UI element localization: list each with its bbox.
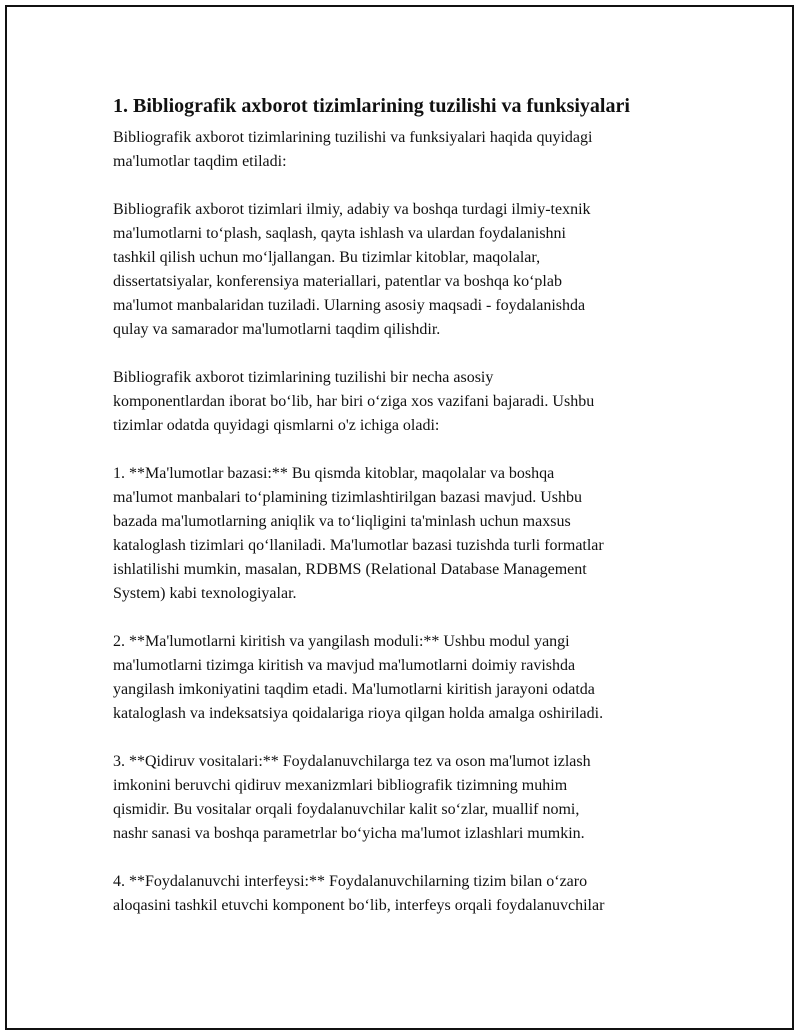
text-line: aloqasini tashkil etuvchi komponent bo‘lib, interfeys orqali foydalanuvchilar xyxy=(113,897,605,914)
paragraph-4 xyxy=(113,462,703,606)
text-line: imkonini beruvchi qidiruv mexanizmlari bibliografik tizimning muhim xyxy=(113,777,568,794)
text-line: dissertatsiyalar, konferensiya materiallari, patentlar va boshqa ko‘plab xyxy=(113,273,562,290)
document-title: 1. Bibliografik axborot tizimlarining tuzilishi va funksiyalari xyxy=(113,95,630,117)
text-line: System) kabi texnologiyalar. xyxy=(113,585,297,602)
text-line: ma'lumotlarni to‘plash, saqlash, qayta ishlash va ulardan foydalanishni xyxy=(113,225,566,242)
text-line: Bibliografik axborot tizimlari ilmiy, adabiy va boshqa turdagi ilmiy-texnik xyxy=(113,201,591,218)
text-line: nashr sanasi va boshqa parametrlar bo‘yicha ma'lumot izlashlari mumkin. xyxy=(113,825,585,842)
text-line: bazada ma'lumotlarning aniqlik va to‘liqligini ta'minlash uchun maxsus xyxy=(113,513,571,530)
text-line: Bibliografik axborot tizimlarining tuzilishi bir necha asosiy xyxy=(113,369,494,386)
paragraph-1 xyxy=(113,126,703,174)
text-line: tashkil qilish uchun mo‘ljallangan. Bu tizimlar kitoblar, maqolalar, xyxy=(113,249,541,266)
text-line: ma'lumot manbalaridan tuziladi. Ularning asosiy maqsadi - foydalanishda xyxy=(113,297,586,314)
text-line: ma'lumotlarni tizimga kiritish va mavjud ma'lumotlarni doimiy ravishda xyxy=(113,657,576,674)
text-line: ma'lumotlar taqdim etiladi: xyxy=(113,153,287,170)
paragraph-6 xyxy=(113,750,703,846)
text-line: Bibliografik axborot tizimlarining tuzilishi va funksiyalari haqida quyidagi xyxy=(113,129,593,146)
text-line: tizimlar odatda quyidagi qismlarni o'z ichiga oladi: xyxy=(113,417,440,434)
document-body xyxy=(113,92,703,942)
paragraph-2 xyxy=(113,198,703,342)
paragraph-5 xyxy=(113,630,703,726)
text-line: kataloglash va indeksatsiya qoidalariga rioya qilgan holda amalga oshiriladi. xyxy=(113,705,604,722)
text-line: ma'lumot manbalari to‘plamining tizimlashtirilgan bazasi mavjud. Ushbu xyxy=(113,489,583,506)
paragraph-3 xyxy=(113,366,703,438)
text-line: qulay va samarador ma'lumotlarni taqdim qilishdir. xyxy=(113,321,441,338)
text-line: komponentlardan iborat bo‘lib, har biri o‘ziga xos vazifani bajaradi. Ushbu xyxy=(113,393,595,410)
text-line: yangilash imkoniyatini taqdim etadi. Ma'lumotlarni kiritish jarayoni odatda xyxy=(113,681,595,698)
text-line: 4. **Foydalanuvchi interfeysi:** Foydalanuvchilarning tizim bilan o‘zaro xyxy=(113,873,588,890)
text-line: kataloglash tizimlari qo‘llaniladi. Ma'lumotlar bazasi tuzishda turli formatlar xyxy=(113,537,604,554)
text-line: 2. **Ma'lumotlarni kiritish va yangilash moduli:** Ushbu modul yangi xyxy=(113,633,570,650)
paragraph-list xyxy=(113,126,703,918)
text-line: ishlatilishi mumkin, masalan, RDBMS (Relational Database Management xyxy=(113,561,587,578)
text-line: qismidir. Bu vositalar orqali foydalanuvchilar kalit so‘zlar, muallif nomi, xyxy=(113,801,580,818)
paragraph-7 xyxy=(113,870,703,918)
text-line: 1. **Ma'lumotlar bazasi:** Bu qismda kitoblar, maqolalar va boshqa xyxy=(113,465,555,482)
text-line: 3. **Qidiruv vositalari:** Foydalanuvchilarga tez va oson ma'lumot izlash xyxy=(113,753,591,770)
